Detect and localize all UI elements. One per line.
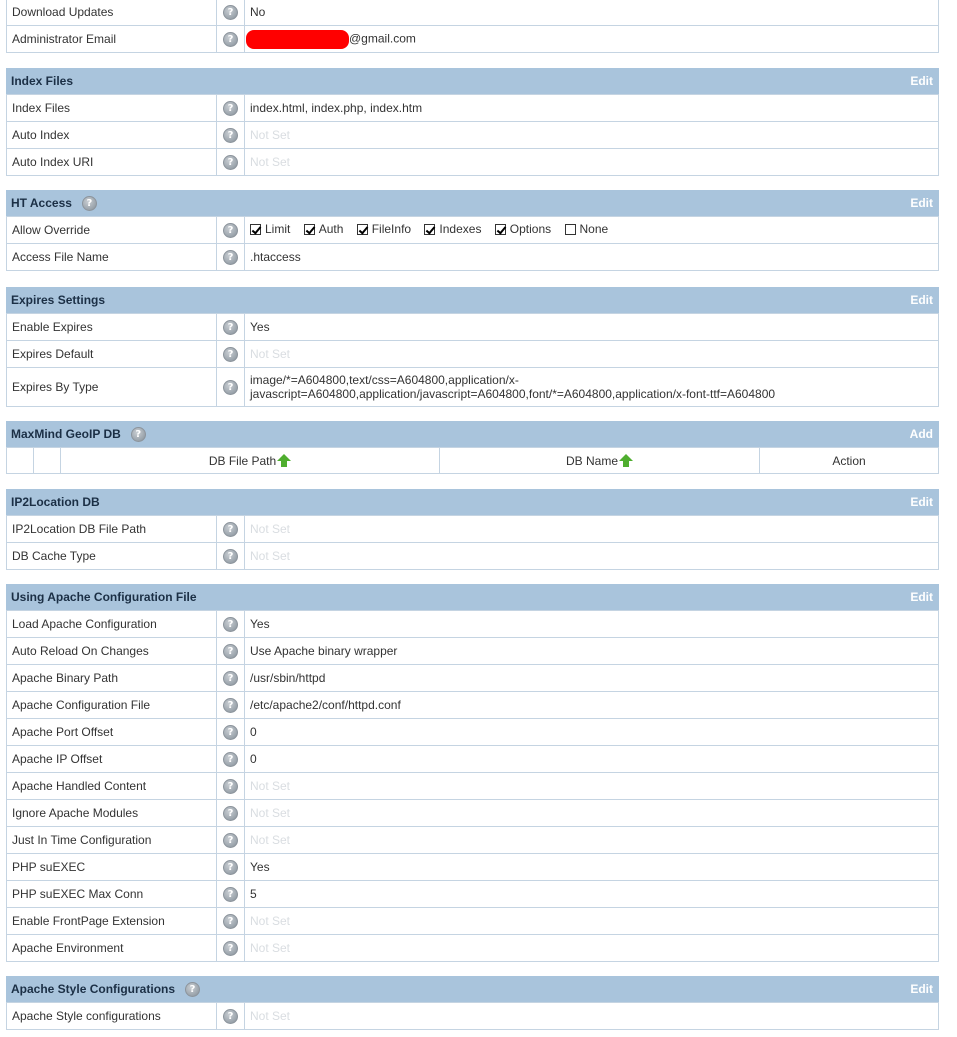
panel-title: HT Access [11,196,72,210]
column-header[interactable]: DB Name [440,448,760,474]
edit-button[interactable]: Edit [910,495,933,509]
panel-header [6,421,939,447]
table-row [7,773,939,800]
panel-title: MaxMind GeoIP DB [11,427,121,441]
ip2location-table [6,515,939,570]
checkbox-label: Indexes [439,222,482,237]
table-row [7,881,939,908]
index-files-panel [6,68,939,176]
table-row [7,1003,939,1030]
table-row [7,935,939,962]
table-row [7,638,939,665]
row-value: Not Set [245,1003,939,1030]
edit-button[interactable]: Edit [910,293,933,307]
help-icon[interactable]: ? [223,860,238,875]
row-value: No [245,0,939,26]
row-value: Not Set [245,341,939,368]
checkbox-box[interactable] [424,224,435,235]
panel-header [6,287,939,313]
row-label: Auto Index URI [7,149,217,176]
sort-arrow-icon[interactable] [619,454,633,461]
row-label: IP2Location DB File Path [7,516,217,543]
checkbox-label: Options [509,222,552,237]
panel-title: Expires Settings [11,293,106,307]
row-value: /etc/apache2/conf/httpd.conf [245,692,939,719]
row-label: Enable Expires [7,314,217,341]
geoip-table [6,447,939,474]
table-row [7,611,939,638]
table-row [7,0,939,26]
help-icon[interactable]: ? [223,941,238,956]
general-settings-panel [6,0,939,53]
help-icon[interactable]: ? [223,1009,238,1024]
checkbox-label: Limit [265,222,291,237]
email-domain: @gmail.com [349,31,416,46]
geoip-panel [6,421,939,474]
row-label: Enable FrontPage Extension [7,908,217,935]
help-icon[interactable]: ? [223,549,238,564]
panel-title: Apache Style Configurations [11,982,176,996]
allow-override-options [245,217,939,244]
help-icon[interactable]: ? [223,914,238,929]
table-row [7,314,939,341]
value-line: javascript=A604800,application/javascript=A604800,font/*=A604800,application/x-font-ttf=A604800 [250,387,776,401]
row-value: Not Set [245,122,939,149]
row-label: DB Cache Type [7,543,217,570]
add-button[interactable]: Add [909,427,933,441]
checkbox-box[interactable] [565,224,576,235]
row-label: Download Updates [7,0,217,26]
help-icon[interactable]: ? [131,427,146,442]
checkbox-none[interactable] [565,222,609,236]
row-value: 0 [245,719,939,746]
help-icon[interactable]: ? [223,644,238,659]
help-icon[interactable]: ? [223,128,238,143]
table-row [7,217,939,244]
row-value: 5 [245,881,939,908]
row-label: PHP suEXEC Max Conn [7,881,217,908]
row-value: .htaccess [245,244,939,271]
table-row [7,122,939,149]
ht-access-panel [6,190,939,271]
row-value: Yes [245,854,939,881]
checkbox-label: Auth [318,222,344,237]
ip2location-panel [6,489,939,570]
row-label: Apache IP Offset [7,746,217,773]
checkbox-box[interactable] [357,224,368,235]
apache-config-table [6,610,939,962]
help-icon[interactable]: ? [223,347,238,362]
row-value [245,368,939,407]
table-row [7,26,939,53]
table-row [7,149,939,176]
help-icon[interactable]: ? [223,250,238,265]
help-icon[interactable]: ? [223,5,238,20]
checkbox-box[interactable] [495,224,506,235]
help-icon[interactable]: ? [223,617,238,632]
expires-table [6,313,939,407]
panel-header [6,976,939,1002]
apache-style-panel [6,976,939,1030]
row-label: Apache Binary Path [7,665,217,692]
help-icon[interactable]: ? [223,522,238,537]
help-icon[interactable]: ? [82,196,97,211]
edit-button[interactable]: Edit [910,74,933,88]
help-icon[interactable]: ? [223,380,238,395]
row-label: Auto Reload On Changes [7,638,217,665]
row-value: index.html, index.php, index.htm [245,95,939,122]
redaction-mark [246,30,349,49]
table-row [7,746,939,773]
panel-header [6,190,939,216]
row-label: PHP suEXEC [7,854,217,881]
ht-access-table [6,216,939,271]
row-value: Not Set [245,800,939,827]
table-row [7,341,939,368]
help-icon[interactable]: ? [223,725,238,740]
help-icon[interactable]: ? [223,779,238,794]
row-value: Yes [245,611,939,638]
row-value: 0 [245,746,939,773]
row-value: Not Set [245,543,939,570]
help-icon[interactable]: ? [223,887,238,902]
column-header[interactable]: DB File Path [61,448,440,474]
panel-title: IP2Location DB [11,495,100,509]
row-value: Not Set [245,827,939,854]
table-row [7,908,939,935]
table-row [7,516,939,543]
panel-header [6,584,939,610]
table-row [7,543,939,570]
row-label: Apache Port Offset [7,719,217,746]
row-label: Allow Override [7,217,217,244]
table-row [7,692,939,719]
checkbox-box[interactable] [304,224,315,235]
row-value: /usr/sbin/httpd [245,665,939,692]
help-icon[interactable]: ? [223,320,238,335]
apache-style-table [6,1002,939,1030]
column-header: Action [760,448,939,474]
row-label: Just In Time Configuration [7,827,217,854]
index-files-table [6,94,939,176]
help-icon[interactable]: ? [223,223,238,238]
panel-header [6,489,939,515]
value-line: image/*=A604800,text/css=A604800,application/x- [250,373,519,387]
table-row [7,827,939,854]
row-label: Apache Environment [7,935,217,962]
row-value: Not Set [245,773,939,800]
row-label: Ignore Apache Modules [7,800,217,827]
panel-header [6,68,939,94]
panel-title: Using Apache Configuration File [11,590,197,604]
row-label: Administrator Email [7,26,217,53]
row-value: Use Apache binary wrapper [245,638,939,665]
row-label: Access File Name [7,244,217,271]
general-settings-table [6,0,939,53]
checkbox-indexes[interactable] [424,222,481,236]
edit-button[interactable]: Edit [910,590,933,604]
row-value: Not Set [245,935,939,962]
row-label: Apache Configuration File [7,692,217,719]
help-icon[interactable]: ? [223,752,238,767]
table-row [7,800,939,827]
help-icon[interactable]: ? [223,833,238,848]
table-row [7,244,939,271]
row-value: Not Set [245,149,939,176]
apache-config-panel [6,584,939,962]
help-icon[interactable]: ? [223,698,238,713]
edit-button[interactable]: Edit [910,982,933,996]
checkbox-label: FileInfo [371,222,412,237]
row-label: Apache Handled Content [7,773,217,800]
row-label: Expires Default [7,341,217,368]
row-value: Yes [245,314,939,341]
row-label: Load Apache Configuration [7,611,217,638]
table-header-row [7,448,939,474]
edit-button[interactable]: Edit [910,196,933,210]
row-label: Apache Style configurations [7,1003,217,1030]
checkbox-options[interactable] [495,222,551,236]
table-row [7,719,939,746]
sort-arrow-icon[interactable] [277,454,291,461]
row-label: Auto Index [7,122,217,149]
help-icon[interactable]: ? [223,806,238,821]
panel-title: Index Files [11,74,74,88]
table-row [7,665,939,692]
checkbox-auth[interactable] [304,222,344,236]
checkbox-label: None [579,222,609,237]
checkbox-fileinfo[interactable] [357,222,411,236]
help-icon[interactable]: ? [223,32,238,47]
row-value: Not Set [245,516,939,543]
help-icon[interactable]: ? [223,671,238,686]
checkbox-limit[interactable] [250,222,290,236]
row-label: Expires By Type [7,368,217,407]
row-value: Not Set [245,908,939,935]
table-row [7,854,939,881]
checkbox-box[interactable] [250,224,261,235]
help-icon[interactable]: ? [223,155,238,170]
help-icon[interactable]: ? [185,982,200,997]
table-row [7,368,939,407]
help-icon[interactable]: ? [223,101,238,116]
row-label: Index Files [7,95,217,122]
table-row [7,95,939,122]
expires-settings-panel [6,287,939,407]
